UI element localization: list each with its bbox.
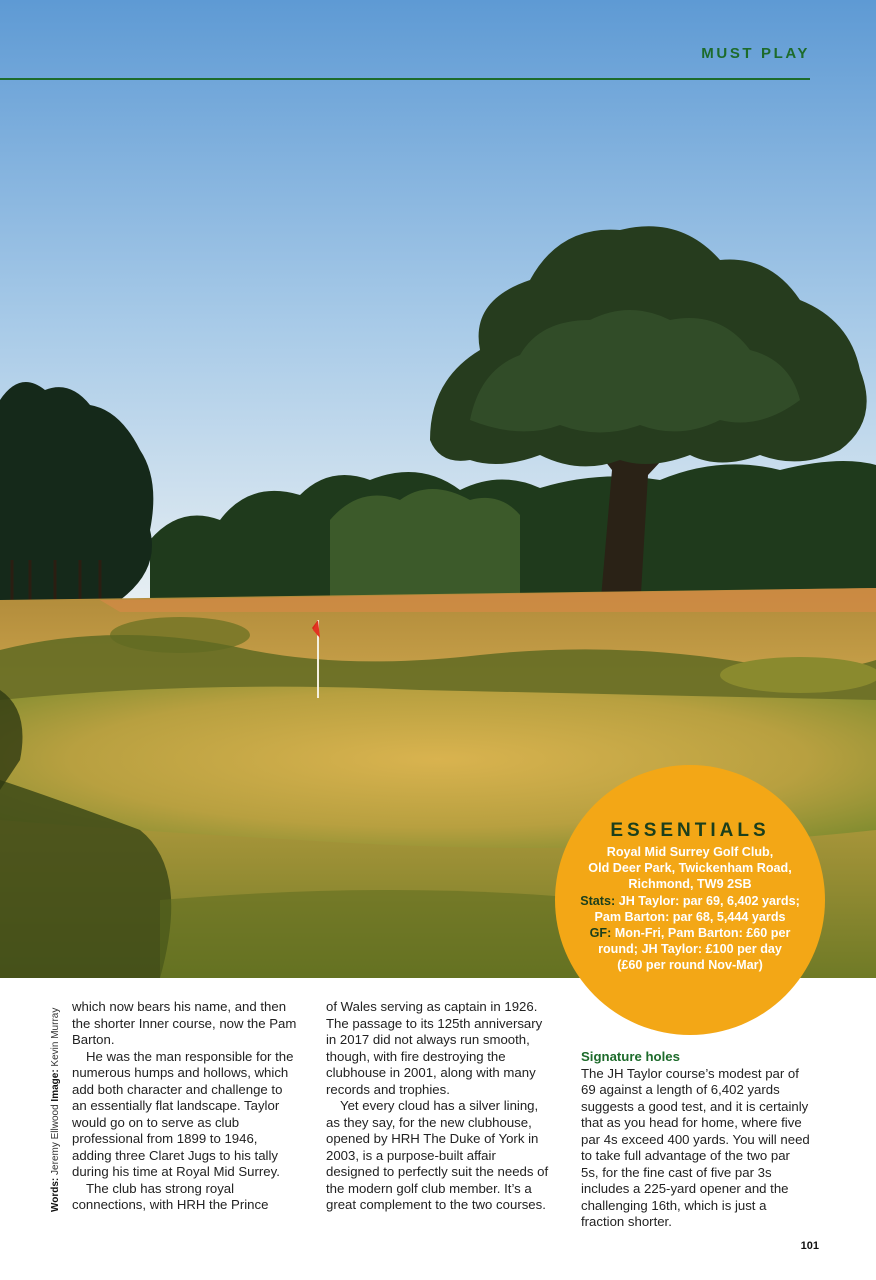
credit-words-name: Jeremy Ellwood	[50, 1104, 61, 1175]
paragraph: He was the man responsible for the numerous humps and hollows, which add both character and challenge to an essentially flat landscape. Taylor would go on to serve as club professional from 1899 to 1946, adding three Claret Jugs to his tally during his time at Royal Mid Surrey.	[72, 1048, 294, 1179]
body-column-1	[72, 999, 298, 1214]
section-label: MUST PLAY	[701, 45, 810, 62]
subhead-signature-holes: Signature holes	[581, 1049, 680, 1064]
header-rule	[0, 78, 810, 80]
stats-key: Stats:	[580, 893, 616, 908]
essentials-stats-line	[573, 893, 807, 909]
essentials-gf-line: round; JH Taylor: £100 per day	[598, 942, 782, 957]
essentials-stats-line: Pam Barton: par 68, 5,444 yards	[594, 909, 786, 924]
paragraph: Yet every cloud has a silver lining, as they say, for the new clubhouse, opened by HRH The Duke of York in 2003, is a purpose-built affair designed to perfectly suit the needs of the modern golf club member. It’s a great complement to the two courses.	[326, 1098, 549, 1212]
body-column-3	[581, 1049, 811, 1231]
essentials-address-line: Royal Mid Surrey Golf Club,	[606, 845, 774, 859]
photo-credit	[50, 1007, 61, 1212]
paragraph: The JH Taylor course’s modest par of 69 against a length of 6,402 yards suggests a good test, and it is certainly that as you head for home, where five par 4s exceed 400 yards. You will need to take full advantage of the two par 5s, for the fine cast of five par 3s includes a 225-yard opener and the challenging 16th, which is just a fraction shorter.	[581, 1065, 810, 1229]
stats-value: JH Taylor: par 69, 6,402 yards;	[618, 893, 800, 908]
essentials-badge	[555, 765, 825, 1035]
essentials-body	[573, 844, 807, 974]
paragraph: of Wales serving as captain in 1926. The passage to its 125th anniversary in 2017 did not always run smooth, though, with fire destroying the clubhouse in 2001, along with many records and trophies.	[326, 999, 543, 1097]
essentials-address-line: Richmond, TW9 2SB	[628, 877, 752, 892]
essentials-title: ESSENTIALS	[610, 820, 770, 841]
gf-key: GF:	[589, 926, 612, 941]
paragraph: which now bears his name, and then the shorter Inner course, now the Pam Barton.	[72, 999, 297, 1047]
page-number: 101	[800, 1240, 819, 1252]
credit-words-label: Words:	[50, 1177, 61, 1212]
credit-image-label: Image:	[50, 1069, 61, 1102]
essentials-gf-line	[573, 925, 807, 941]
gf-value: Mon-Fri, Pam Barton: £60 per	[614, 926, 791, 941]
essentials-gf-line: (£60 per round Nov-Mar)	[617, 958, 763, 973]
credit-image-name: Kevin Murray	[50, 1007, 61, 1067]
paragraph: The club has strong royal connections, with HRH the Prince	[72, 1180, 269, 1212]
body-column-2	[326, 999, 552, 1214]
essentials-address-line: Old Deer Park, Twickenham Road,	[588, 861, 792, 876]
